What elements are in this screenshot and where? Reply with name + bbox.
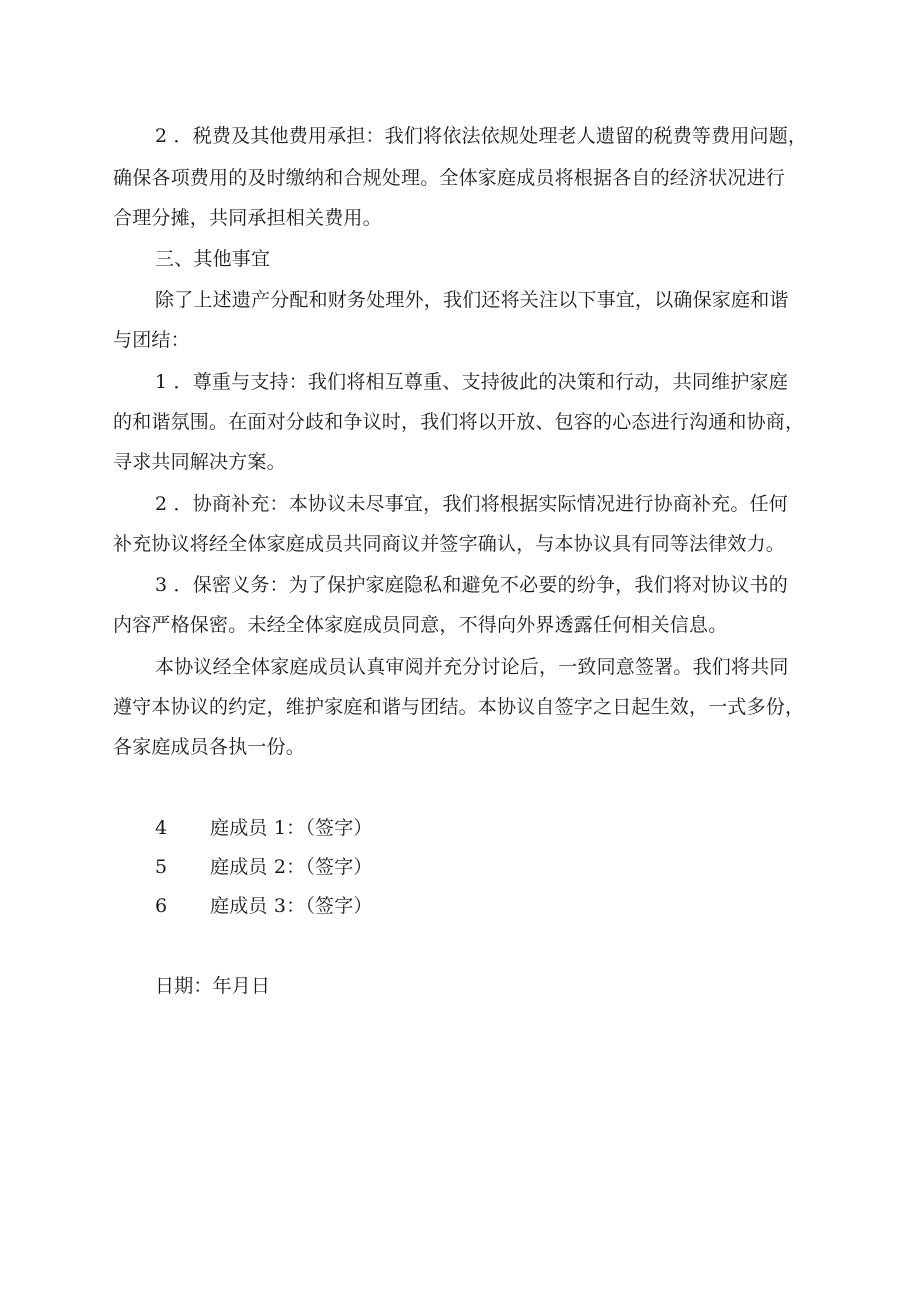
signature-label: 庭成员 1：（签字） xyxy=(210,817,373,839)
signature-number: 5 xyxy=(155,856,168,878)
paragraph-line: 内容严格保密。未经全体家庭成员同意，不得向外界透露任何相关信息。 xyxy=(113,614,728,636)
paragraph-line: 各家庭成员各执一份。 xyxy=(113,736,306,758)
paragraph-line: 1 ．尊重与支持：我们将相互尊重、支持彼此的决策和行动，共同维护家庭 xyxy=(155,371,788,393)
paragraph-line: 寻求共同解决方案。 xyxy=(113,451,286,473)
paragraph-line: 的和谐氛围。在面对分歧和争议时，我们将以开放、包容的心态进行沟通和协商， xyxy=(113,411,805,433)
paragraph-line: 遵守本协议的约定，维护家庭和谐与团结。本协议自签字之日起生效，一式多份， xyxy=(113,696,805,718)
signature-number: 4 xyxy=(155,817,168,839)
paragraph-line: 确保各项费用的及时缴纳和合规处理。全体家庭成员将根据各自的经济状况进行 xyxy=(113,167,786,189)
signature-label: 庭成员 2：（签字） xyxy=(210,856,373,878)
paragraph-line: 除了上述遗产分配和财务处理外，我们还将关注以下事宜，以确保家庭和谐 xyxy=(155,289,789,311)
paragraph-line: 与团结： xyxy=(113,329,190,351)
date-line: 日期：年月日 xyxy=(155,975,271,997)
paragraph-line: 补充协议将经全体家庭成员共同商议并签字确认，与本协议具有同等法律效力。 xyxy=(113,533,786,555)
paragraph-line: 合理分摊，共同承担相关费用。 xyxy=(113,207,382,229)
signature-label: 庭成员 3：（签字） xyxy=(210,895,373,917)
signature-number: 6 xyxy=(155,895,168,917)
paragraph-line: 本协议经全体家庭成员认真审阅并充分讨论后，一致同意签署。我们将共同 xyxy=(155,656,789,678)
paragraph-line: 2 ．税费及其他费用承担：我们将依法依规处理老人遗留的税费等费用问题， xyxy=(155,125,808,147)
paragraph-line: 3 ．保密义务：为了保护家庭隐私和避免不必要的纷争，我们将对协议书的 xyxy=(155,574,788,596)
paragraph-line: 2 ．协商补充：本协议未尽事宜，我们将根据实际情况进行协商补充。任何 xyxy=(155,493,788,515)
section-heading: 三、其他事宜 xyxy=(155,248,271,270)
